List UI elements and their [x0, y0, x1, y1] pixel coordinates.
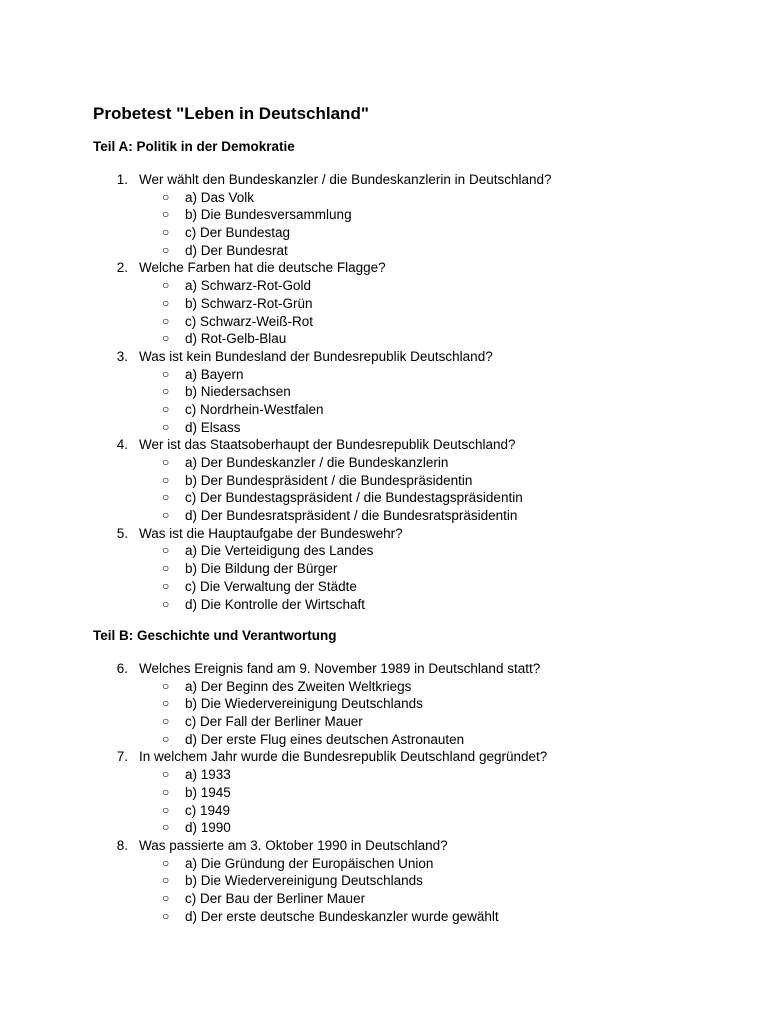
circle-bullet-icon: ○: [162, 207, 170, 222]
answer-option-text: d) 1990: [185, 820, 231, 836]
answer-option: [0, 401, 768, 419]
answer-option-text: c) 1949: [185, 802, 231, 818]
question-item: [0, 259, 768, 277]
answer-option: [0, 542, 768, 560]
answer-option: [0, 908, 768, 926]
question-item: [0, 748, 768, 766]
answer-option: [0, 206, 768, 224]
question-number: 5.: [116, 525, 128, 541]
answer-option: [0, 713, 768, 731]
question-number: 2.: [116, 260, 128, 276]
answer-option: [0, 855, 768, 873]
answer-option-text: b) Die Wiedervereinigung Deutschlands: [185, 873, 423, 889]
answer-option-text: a) Die Verteidigung des Landes: [185, 543, 374, 559]
answer-option: [0, 330, 768, 348]
answer-option-text: c) Der Bundestag: [185, 225, 291, 241]
circle-bullet-icon: ○: [162, 366, 170, 381]
answer-option-text: c) Die Verwaltung der Städte: [185, 578, 357, 594]
answer-option: [0, 819, 768, 837]
answer-option: [0, 313, 768, 331]
answer-option: [0, 419, 768, 437]
answer-option-text: b) Niedersachsen: [185, 384, 291, 400]
question-item: [0, 837, 768, 855]
answer-option: [0, 472, 768, 490]
circle-bullet-icon: ○: [162, 890, 170, 905]
answer-option: [0, 695, 768, 713]
answer-option-text: a) Der Bundeskanzler / die Bundeskanzlerin: [185, 455, 449, 470]
circle-bullet-icon: ○: [162, 678, 170, 693]
answer-option-text: d) Der Bundesratspräsident / die Bundesratspräsidentin: [185, 508, 518, 524]
answer-option-text: c) Nordrhein-Westfalen: [185, 401, 324, 417]
circle-bullet-icon: ○: [162, 313, 170, 328]
circle-bullet-icon: ○: [162, 820, 170, 835]
question-item: [0, 436, 768, 454]
question-text: Welches Ereignis fand am 9. November 1989 in Deutschland statt?: [139, 661, 541, 676]
circle-bullet-icon: ○: [162, 561, 170, 576]
answer-option: [0, 277, 768, 295]
answer-option: [0, 295, 768, 313]
answer-option-text: d) Der erste Flug eines deutschen Astronauten: [185, 731, 465, 747]
answer-option-text: d) Rot-Gelb-Blau: [185, 331, 287, 347]
answer-option: [0, 596, 768, 614]
question-number: 1.: [116, 172, 128, 187]
answer-option: [0, 890, 768, 908]
page-title: Probetest "Leben in Deutschland": [93, 104, 369, 123]
answer-option-text: a) 1933: [185, 767, 231, 783]
question-text: Was passierte am 3. Oktober 1990 in Deutschland?: [139, 837, 448, 853]
answer-option: [0, 578, 768, 596]
answer-option: [0, 766, 768, 784]
answer-option: [0, 383, 768, 401]
answer-option-text: a) Die Gründung der Europäischen Union: [185, 855, 434, 871]
answer-option-text: b) Die Bildung der Bürger: [185, 561, 338, 577]
answer-option: [0, 802, 768, 820]
answer-option-text: a) Das Volk: [185, 189, 255, 205]
circle-bullet-icon: ○: [162, 908, 170, 923]
answer-option: [0, 454, 768, 472]
answer-option: [0, 731, 768, 749]
circle-bullet-icon: ○: [162, 472, 170, 487]
answer-option: [0, 560, 768, 578]
answer-option: [0, 872, 768, 890]
circle-bullet-icon: ○: [162, 278, 170, 293]
question-number: 4.: [116, 437, 128, 453]
circle-bullet-icon: ○: [162, 225, 170, 240]
section-heading-teil-b: Teil B: Geschichte und Verantwortung: [93, 628, 337, 643]
answer-option: [0, 489, 768, 507]
answer-option: [0, 784, 768, 802]
answer-option-text: b) Schwarz-Rot-Grün: [185, 295, 313, 311]
circle-bullet-icon: ○: [162, 784, 170, 799]
answer-option-text: c) Der Fall der Berliner Mauer: [185, 714, 363, 730]
section-heading-teil-a: Teil A: Politik in der Demokratie: [93, 139, 295, 154]
question-text: Wer ist das Staatsoberhaupt der Bundesrepublik Deutschland?: [139, 437, 516, 453]
question-text: Was ist kein Bundesland der Bundesrepublik Deutschland?: [139, 348, 493, 364]
circle-bullet-icon: ○: [162, 714, 170, 729]
circle-bullet-icon: ○: [162, 596, 170, 611]
question-item: [0, 348, 768, 366]
circle-bullet-icon: ○: [162, 578, 170, 593]
question-text: Wer wählt den Bundeskanzler / die Bundeskanzlerin in Deutschland?: [139, 172, 552, 187]
answer-option-text: d) Der erste deutsche Bundeskanzler wurde gewählt: [185, 908, 499, 924]
answer-option: [0, 224, 768, 242]
circle-bullet-icon: ○: [162, 873, 170, 888]
question-list-teil-a: [0, 171, 768, 613]
circle-bullet-icon: ○: [162, 490, 170, 505]
circle-bullet-icon: ○: [162, 855, 170, 870]
circle-bullet-icon: ○: [162, 189, 170, 204]
circle-bullet-icon: ○: [162, 455, 170, 469]
question-number: 8.: [116, 837, 128, 853]
question-number: 7.: [116, 749, 128, 765]
answer-option-text: b) Die Wiedervereinigung Deutschlands: [185, 696, 423, 712]
circle-bullet-icon: ○: [162, 419, 170, 434]
answer-option-text: b) 1945: [185, 784, 231, 800]
circle-bullet-icon: ○: [162, 731, 170, 746]
answer-option-text: b) Der Bundespräsident / die Bundespräsidentin: [185, 472, 473, 488]
circle-bullet-icon: ○: [162, 696, 170, 711]
circle-bullet-icon: ○: [162, 767, 170, 782]
question-text: Was ist die Hauptaufgabe der Bundeswehr?: [139, 525, 403, 541]
answer-option-text: a) Der Beginn des Zweiten Weltkriegs: [185, 678, 412, 694]
answer-option: [0, 189, 768, 207]
question-item: [0, 660, 768, 678]
answer-option-text: c) Der Bundestagspräsident / die Bundestagspräsidentin: [185, 490, 523, 506]
answer-option: [0, 366, 768, 384]
circle-bullet-icon: ○: [162, 508, 170, 523]
circle-bullet-icon: ○: [162, 295, 170, 310]
circle-bullet-icon: ○: [162, 384, 170, 399]
answer-option: [0, 507, 768, 525]
circle-bullet-icon: ○: [162, 543, 170, 558]
answer-option-text: b) Die Bundesversammlung: [185, 207, 352, 223]
circle-bullet-icon: ○: [162, 331, 170, 346]
question-text: In welchem Jahr wurde die Bundesrepublik Deutschland gegründet?: [139, 749, 548, 765]
answer-option-text: d) Die Kontrolle der Wirtschaft: [185, 596, 366, 612]
answer-option-text: c) Der Bau der Berliner Mauer: [185, 890, 366, 906]
circle-bullet-icon: ○: [162, 401, 170, 416]
answer-option-text: c) Schwarz-Weiß-Rot: [185, 313, 314, 329]
question-number: 6.: [116, 661, 128, 676]
question-text: Welche Farben hat die deutsche Flagge?: [139, 260, 386, 276]
answer-option-text: a) Bayern: [185, 366, 244, 382]
question-item: [0, 171, 768, 189]
question-item: [0, 525, 768, 543]
answer-option-text: d) Der Bundesrat: [185, 242, 288, 258]
circle-bullet-icon: ○: [162, 802, 170, 817]
answer-option-text: d) Elsass: [185, 419, 241, 435]
answer-option: [0, 678, 768, 696]
answer-option-text: a) Schwarz-Rot-Gold: [185, 278, 312, 294]
answer-option: [0, 242, 768, 260]
question-list-teil-b: [0, 660, 768, 925]
question-number: 3.: [116, 348, 128, 364]
circle-bullet-icon: ○: [162, 242, 170, 257]
